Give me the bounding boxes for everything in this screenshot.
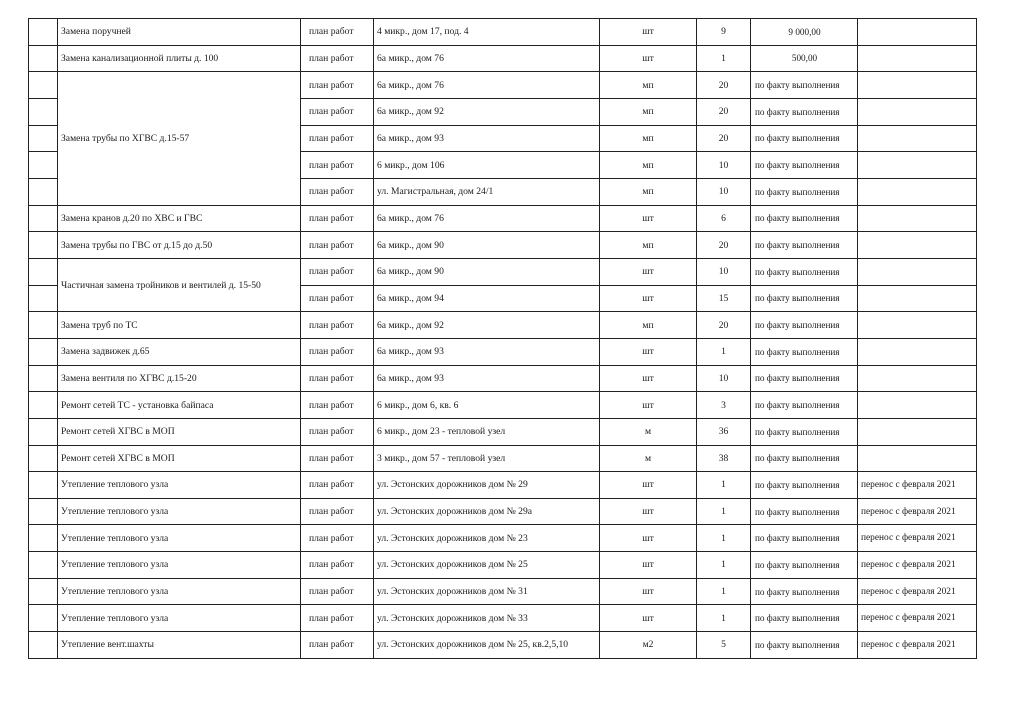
work-unit: мп	[600, 152, 697, 179]
work-quantity: 1	[697, 498, 751, 525]
work-address: 6 микр., дом 106	[374, 152, 600, 179]
row-index-cell	[29, 605, 58, 632]
work-type: план работ	[301, 152, 374, 179]
work-address: 6а микр., дом 92	[374, 98, 600, 125]
work-name: Замена вентиля по ХГВС д.15-20	[58, 365, 301, 392]
row-index-cell	[29, 392, 58, 419]
work-cost: по факту выполнения	[751, 72, 858, 99]
work-unit: шт	[600, 392, 697, 419]
work-quantity: 6	[697, 205, 751, 232]
work-note	[858, 45, 977, 72]
work-type: план работ	[301, 258, 374, 285]
work-name: Утепление теплового узла	[58, 578, 301, 605]
work-cost: по факту выполнения	[751, 285, 858, 312]
table-row	[29, 445, 977, 472]
work-quantity: 10	[697, 258, 751, 285]
work-type: план работ	[301, 498, 374, 525]
work-quantity: 5	[697, 632, 751, 659]
work-note	[858, 365, 977, 392]
work-address: 6 микр., дом 23 - тепловой узел	[374, 418, 600, 445]
work-unit: мп	[600, 125, 697, 152]
work-note	[858, 152, 977, 179]
work-note: перенос с февраля 2021	[858, 578, 977, 605]
work-cost: по факту выполнения	[751, 418, 858, 445]
work-unit: м2	[600, 632, 697, 659]
work-name: Ремонт сетей ТС - установка байпаса	[58, 392, 301, 419]
table-row	[29, 338, 977, 365]
work-type: план работ	[301, 205, 374, 232]
work-unit: шт	[600, 338, 697, 365]
work-name: Замена задвижек д.65	[58, 338, 301, 365]
work-name: Утепление теплового узла	[58, 472, 301, 499]
work-cost: по факту выполнения	[751, 205, 858, 232]
work-type: план работ	[301, 98, 374, 125]
table-row	[29, 498, 977, 525]
row-index-cell	[29, 285, 58, 312]
work-type: план работ	[301, 578, 374, 605]
work-cost: по факту выполнения	[751, 498, 858, 525]
work-unit: шт	[600, 258, 697, 285]
work-quantity: 36	[697, 418, 751, 445]
work-type: план работ	[301, 72, 374, 99]
work-quantity: 1	[697, 472, 751, 499]
work-note	[858, 205, 977, 232]
work-unit: мп	[600, 98, 697, 125]
work-address: 6а микр., дом 93	[374, 125, 600, 152]
row-index-cell	[29, 632, 58, 659]
work-unit: шт	[600, 285, 697, 312]
row-index-cell	[29, 152, 58, 179]
work-cost: по факту выполнения	[751, 525, 858, 552]
table-row	[29, 258, 977, 285]
row-index-cell	[29, 312, 58, 339]
work-type: план работ	[301, 392, 374, 419]
work-note	[858, 445, 977, 472]
row-index-cell	[29, 45, 58, 72]
table-row	[29, 392, 977, 419]
work-unit: шт	[600, 45, 697, 72]
work-note	[858, 19, 977, 46]
work-cost: по факту выполнения	[751, 632, 858, 659]
work-address: ул. Эстонских дорожников дом № 31	[374, 578, 600, 605]
work-note	[858, 285, 977, 312]
work-unit: шт	[600, 525, 697, 552]
work-type: план работ	[301, 552, 374, 579]
work-note	[858, 178, 977, 205]
work-quantity: 15	[697, 285, 751, 312]
work-note: перенос с февраля 2021	[858, 632, 977, 659]
work-address: 6а микр., дом 76	[374, 45, 600, 72]
work-note	[858, 125, 977, 152]
table-row	[29, 312, 977, 339]
work-unit: мп	[600, 72, 697, 99]
row-index-cell	[29, 498, 58, 525]
work-unit: шт	[600, 605, 697, 632]
work-name: Замена поручней	[58, 19, 301, 46]
work-type: план работ	[301, 525, 374, 552]
work-note	[858, 258, 977, 285]
table-row	[29, 418, 977, 445]
work-unit: м	[600, 445, 697, 472]
work-address: 6а микр., дом 90	[374, 232, 600, 259]
table-row	[29, 232, 977, 259]
work-type: план работ	[301, 178, 374, 205]
work-cost: по факту выполнения	[751, 392, 858, 419]
work-plan-table	[28, 18, 977, 659]
work-quantity: 1	[697, 338, 751, 365]
work-address: 6а микр., дом 94	[374, 285, 600, 312]
work-unit: м	[600, 418, 697, 445]
work-quantity: 1	[697, 578, 751, 605]
work-unit: мп	[600, 232, 697, 259]
work-cost: по факту выполнения	[751, 258, 858, 285]
work-quantity: 1	[697, 605, 751, 632]
work-cost: по факту выполнения	[751, 312, 858, 339]
work-unit: шт	[600, 498, 697, 525]
row-index-cell	[29, 72, 58, 99]
work-address: ул. Эстонских дорожников дом № 33	[374, 605, 600, 632]
work-unit: шт	[600, 205, 697, 232]
work-type: план работ	[301, 285, 374, 312]
row-index-cell	[29, 365, 58, 392]
work-note	[858, 312, 977, 339]
row-index-cell	[29, 19, 58, 46]
work-quantity: 38	[697, 445, 751, 472]
work-note: перенос с февраля 2021	[858, 498, 977, 525]
work-quantity: 10	[697, 152, 751, 179]
work-note: перенос с февраля 2021	[858, 605, 977, 632]
work-name: Замена канализационной плиты д. 100	[58, 45, 301, 72]
work-name: Утепление вент.шахты	[58, 632, 301, 659]
row-index-cell	[29, 125, 58, 152]
work-unit: шт	[600, 472, 697, 499]
work-address: ул. Магистральная, дом 24/1	[374, 178, 600, 205]
row-index-cell	[29, 525, 58, 552]
row-index-cell	[29, 578, 58, 605]
work-address: 6а микр., дом 93	[374, 365, 600, 392]
work-quantity: 10	[697, 178, 751, 205]
work-quantity: 20	[697, 125, 751, 152]
work-name: Замена трубы по ГВС от д.15 до д.50	[58, 232, 301, 259]
row-index-cell	[29, 552, 58, 579]
work-name: Частичная замена тройников и вентилей д. 15-50	[58, 258, 301, 311]
table-row	[29, 19, 977, 46]
work-cost: по факту выполнения	[751, 552, 858, 579]
work-quantity: 20	[697, 98, 751, 125]
work-type: план работ	[301, 45, 374, 72]
row-index-cell	[29, 472, 58, 499]
table-row	[29, 552, 977, 579]
work-unit: шт	[600, 19, 697, 46]
work-address: 3 микр., дом 57 - тепловой узел	[374, 445, 600, 472]
work-name: Замена трубы по ХГВС д.15-57	[58, 72, 301, 205]
work-address: 6а микр., дом 90	[374, 258, 600, 285]
work-cost: по факту выполнения	[751, 605, 858, 632]
work-note	[858, 392, 977, 419]
work-name: Утепление теплового узла	[58, 498, 301, 525]
row-index-cell	[29, 98, 58, 125]
work-type: план работ	[301, 338, 374, 365]
table-row	[29, 632, 977, 659]
work-address: 6а микр., дом 76	[374, 205, 600, 232]
work-address: 4 микр., дом 17, под. 4	[374, 19, 600, 46]
work-cost: по факту выполнения	[751, 445, 858, 472]
row-index-cell	[29, 418, 58, 445]
table-row	[29, 472, 977, 499]
row-index-cell	[29, 178, 58, 205]
work-address: 6а микр., дом 92	[374, 312, 600, 339]
work-address: 6 микр., дом 6, кв. 6	[374, 392, 600, 419]
work-quantity: 20	[697, 232, 751, 259]
work-note	[858, 98, 977, 125]
work-note: перенос с февраля 2021	[858, 472, 977, 499]
work-unit: мп	[600, 312, 697, 339]
work-note	[858, 72, 977, 99]
work-address: ул. Эстонских дорожников дом № 29а	[374, 498, 600, 525]
table-row	[29, 365, 977, 392]
row-index-cell	[29, 205, 58, 232]
work-type: план работ	[301, 445, 374, 472]
work-name: Замена кранов д.20 по ХВС и ГВС	[58, 205, 301, 232]
work-quantity: 1	[697, 552, 751, 579]
work-quantity: 20	[697, 72, 751, 99]
work-quantity: 1	[697, 525, 751, 552]
table-row	[29, 72, 977, 99]
work-cost: по факту выполнения	[751, 365, 858, 392]
work-address: ул. Эстонских дорожников дом № 23	[374, 525, 600, 552]
table-row	[29, 605, 977, 632]
work-address: ул. Эстонских дорожников дом № 25, кв.2,5,10	[374, 632, 600, 659]
work-type: план работ	[301, 312, 374, 339]
work-type: план работ	[301, 19, 374, 46]
work-type: план работ	[301, 632, 374, 659]
work-cost: 500,00	[751, 45, 858, 72]
table-row	[29, 578, 977, 605]
work-type: план работ	[301, 472, 374, 499]
work-note	[858, 232, 977, 259]
work-note	[858, 338, 977, 365]
work-cost: по факту выполнения	[751, 338, 858, 365]
work-address: ул. Эстонских дорожников дом № 25	[374, 552, 600, 579]
work-cost: по факту выполнения	[751, 578, 858, 605]
row-index-cell	[29, 445, 58, 472]
work-name: Ремонт сетей ХГВС в МОП	[58, 418, 301, 445]
work-note	[858, 418, 977, 445]
work-cost: по факту выполнения	[751, 178, 858, 205]
table-row	[29, 45, 977, 72]
table-row	[29, 525, 977, 552]
work-unit: шт	[600, 552, 697, 579]
work-cost: по факту выполнения	[751, 125, 858, 152]
work-quantity: 20	[697, 312, 751, 339]
work-quantity: 3	[697, 392, 751, 419]
work-note: перенос с февраля 2021	[858, 552, 977, 579]
row-index-cell	[29, 258, 58, 285]
work-cost: по факту выполнения	[751, 472, 858, 499]
work-address: ул. Эстонских дорожников дом № 29	[374, 472, 600, 499]
work-type: план работ	[301, 365, 374, 392]
work-quantity: 1	[697, 45, 751, 72]
table-row	[29, 205, 977, 232]
work-cost: по факту выполнения	[751, 152, 858, 179]
work-name: Утепление теплового узла	[58, 605, 301, 632]
work-cost: по факту выполнения	[751, 98, 858, 125]
work-quantity: 10	[697, 365, 751, 392]
work-type: план работ	[301, 605, 374, 632]
work-address: 6а микр., дом 76	[374, 72, 600, 99]
work-name: Замена труб по ТС	[58, 312, 301, 339]
row-index-cell	[29, 338, 58, 365]
work-plan-sheet	[28, 18, 976, 659]
work-unit: мп	[600, 178, 697, 205]
work-unit: шт	[600, 365, 697, 392]
work-name: Утепление теплового узла	[58, 525, 301, 552]
work-type: план работ	[301, 418, 374, 445]
work-note: перенос с февраля 2021	[858, 525, 977, 552]
work-address: 6а микр., дом 93	[374, 338, 600, 365]
work-cost: 9 000,00	[751, 19, 858, 46]
work-type: план работ	[301, 125, 374, 152]
work-cost: по факту выполнения	[751, 232, 858, 259]
row-index-cell	[29, 232, 58, 259]
work-name: Утепление теплового узла	[58, 552, 301, 579]
work-unit: шт	[600, 578, 697, 605]
work-type: план работ	[301, 232, 374, 259]
work-quantity: 9	[697, 19, 751, 46]
work-name: Ремонт сетей ХГВС в МОП	[58, 445, 301, 472]
